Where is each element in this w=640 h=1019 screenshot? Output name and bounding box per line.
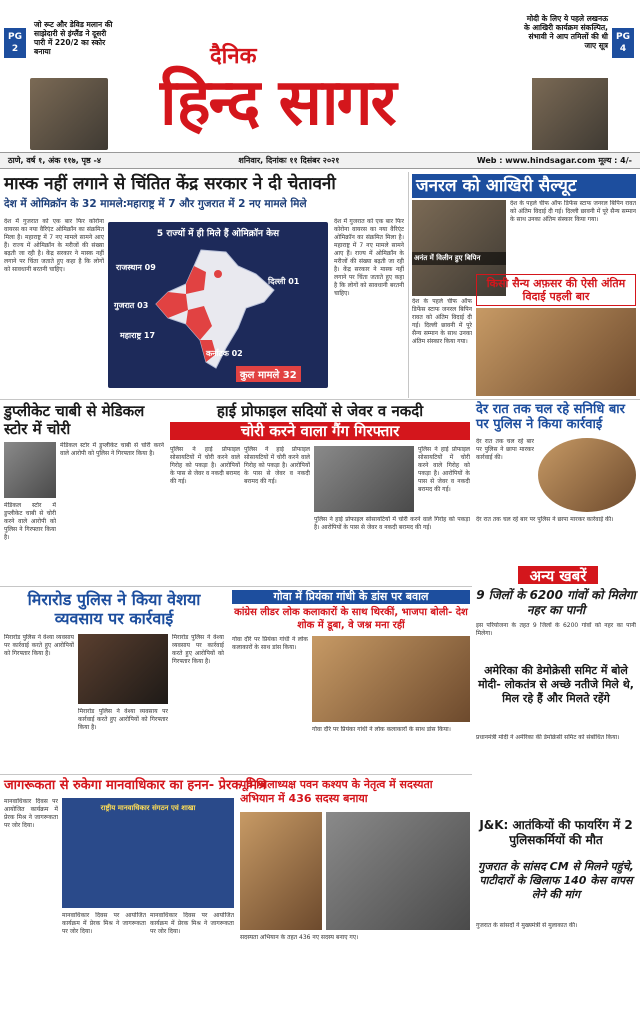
lead-headline[interactable]: मास्क नहीं लगाने से चिंतित केंद्र सरकार ने दी चेतावनी xyxy=(4,174,336,194)
more-news-2-title[interactable]: अमेरिका की डेमोक्रेसी समिट में बोले मोदी- लोकतंत्र से अच्छे नतीजे मिले थे, मिल रहे हैं और मिलते रहेंगे xyxy=(478,664,634,705)
duplicate-body-2: मेडिकल स्टोर में डुप्लीकेट चाबी से चोरी करने वाले आरोपी को पुलिस ने गिरफ्तार किया है। xyxy=(4,502,56,541)
teaser-left: जो रूट और डेविड मलान की साझेदारी से इंग्लैंड ने दूसरी पारी में 220/2 का स्कोर बनाया xyxy=(34,20,113,56)
masthead xyxy=(0,0,640,152)
jila-body: सदस्यता अभियान के तहत 436 नए सदस्य बनाए गए। xyxy=(240,934,359,941)
general-body: देश के पहले चीफ ऑफ डिफेंस स्टाफ जनरल बिपिन रावत को अंतिम विदाई दी गई। दिल्ली छावनी में पूरे सैन्य सम्मान के साथ उनका अंतिम संस्कार किया गया। xyxy=(510,200,636,223)
masthead-title: हिन्द सागर xyxy=(160,65,395,140)
highprofile-headline[interactable]: हाई प्रोफाइल सदियों से जेवर व नकदी xyxy=(216,402,424,420)
mira-photo xyxy=(78,634,168,704)
salute-caption: अनंत में विलीन हुए बिपिन xyxy=(412,252,506,265)
duplicate-photo xyxy=(4,442,56,498)
more-news-2-body: प्रधानमंत्री मोदी ने अमेरिका की डेमोक्रेसी समिट को संबोधित किया। xyxy=(476,734,620,741)
highprofile-subhead[interactable]: चोरी करने वाला गैंग गिरफ्तार xyxy=(170,422,470,440)
funeral-photo xyxy=(476,308,636,396)
more-news-label: अन्य खबरें xyxy=(518,566,598,584)
jagrukta-body-2: मानवाधिकार दिवस पर आयोजित कार्यक्रम में प्रेरक मिश्र ने जागरूकता पर जोर दिया। xyxy=(62,912,146,935)
dateline-left: ठाणे, वर्ष १, अंक ११७, पृष्ठ -४ xyxy=(8,156,102,165)
divider xyxy=(0,586,472,587)
jagrukta-photo xyxy=(62,798,234,908)
dateline xyxy=(0,152,640,169)
map-title: 5 राज्यों में ही मिले हैं ओमिक्रॉन केस xyxy=(156,229,280,239)
divider xyxy=(0,774,472,775)
map-label-gujarat: गुजरात 03 xyxy=(114,301,149,310)
map-label-delhi: दिल्ली 01 xyxy=(268,277,300,286)
duplicate-body: मेडिकल स्टोर में डुप्लीकेट चाबी से चोरी करने वाले आरोपी को पुलिस ने गिरफ्तार किया है। xyxy=(60,442,164,457)
page-badge-right[interactable]: PG 4 xyxy=(612,28,634,58)
more-news-3-title[interactable]: J&K: आतंकियों की फायरिंग में 2 पुलिसकर्मियों की मौत xyxy=(479,818,633,847)
mira-body-1: मिरारोड पुलिस ने वेश्या व्यवसाय पर कार्रवाई करते हुए आरोपियों को गिरफ्तार किया है। xyxy=(4,634,74,657)
highprofile-body-3: पुलिस ने हाई प्रोफाइल सोसायटियों में चोरी करने वाले गिरोह को पकड़ा है। आरोपियों के पास से जेवर व नकदी बरामद की गई। xyxy=(314,516,470,531)
lead-body-col3: देश में गुजरात को एक बार फिर कोरोना वायरस का नया वैरिएंट ओमिक्रॉन का संक्रमित मिला है। महाराष्ट्र में 7 नए मामले सामने आए हैं। राज्य में ओमिक्रॉन के मरीजों की संख्या बढ़ती जा रही है। केंद्र सरकार ने मास्क नहीं लगाने पर चिंता जताते हुए कहा है कि लोगों को सावधानी बरतनी चाहिए। xyxy=(334,218,404,297)
map-label-maharashtra: महाराष्ट्र 17 xyxy=(120,331,156,340)
jila-photo-1 xyxy=(240,812,322,930)
more-news-4-body: गुजरात के सांसदों ने मुख्यमंत्री से मुलाकात की। xyxy=(476,922,578,929)
divider xyxy=(0,399,640,400)
highprofile-body-2: पुलिस ने हाई प्रोफाइल सोसायटियों में चोरी करने वाले गिरोह को पकड़ा है। आरोपियों के पास से जेवर व नकदी बरामद की गई। xyxy=(244,446,310,485)
more-news-4-title[interactable]: गुजरात के सांसद CM से मिलने पहुंचे, पाटीदारों के खिलाफ 140 केस वापस लेने की मांग xyxy=(478,860,634,901)
masthead-dainik: दैनिक xyxy=(210,43,257,69)
jagrukta-body-3: मानवाधिकार दिवस पर आयोजित कार्यक्रम में प्रेरक मिश्र ने जागरूकता पर जोर दिया। xyxy=(150,912,234,935)
highprofile-body-4: पुलिस ने हाई प्रोफाइल सोसायटियों में चोरी करने वाले गिरोह को पकड़ा है। आरोपियों के पास से जेवर व नकदी बरामद की गई। xyxy=(418,446,470,493)
goa-body-2: गोवा दौरे पर प्रियंका गांधी ने लोक कलाकारों के साथ डांस किया। xyxy=(312,726,451,733)
sanidhi-headline[interactable]: देर रात तक चल रहे सनिधि बार पर पुलिस ने किया कार्रवाई xyxy=(476,402,625,432)
general-body-left: देश के पहले चीफ ऑफ डिफेंस स्टाफ जनरल बिपिन रावत को अंतिम विदाई दी गई। दिल्ली छावनी में पूरे सैन्य सम्मान के साथ उनका अंतिम संस्कार किया गया। xyxy=(412,298,472,345)
map-label-karnataka: कर्नाटक 02 xyxy=(206,349,243,358)
jagrukta-banner: राष्ट्रीय मानवाधिकार संगठन एवं शाखा xyxy=(100,804,196,812)
more-news-1-title[interactable]: 9 जिलों के 6200 गांवों को मिलेगा नहर का पानी xyxy=(476,588,636,617)
more-news-1-body: इस परियोजना के तहत 9 जिलों के 6200 गांवों को नहर का पानी मिलेगा। xyxy=(476,622,636,637)
lead-subhead[interactable]: देश में ओमिक्रॉन के 32 मामले:महाराष्ट्र में 7 और गुजरात में 2 नए मामले मिले xyxy=(4,198,307,210)
dateline-center: शनिवार, दिनांकः ११ दिसंबर २०२१ xyxy=(238,156,340,165)
sanidhi-body-2: देर रात तक चल रहे बार पर पुलिस ने छापा मारकर कार्रवाई की। xyxy=(476,516,614,523)
map-total: कुल मामले 32 xyxy=(236,366,301,382)
mira-headline[interactable]: मिरारोड पुलिस ने किया वेशया व्यवसाय पर कार्रवाई xyxy=(27,590,201,628)
mira-body-3: मिरारोड पुलिस ने वेश्या व्यवसाय पर कार्रवाई करते हुए आरोपियों को गिरफ्तार किया है। xyxy=(172,634,224,665)
police-photo xyxy=(314,446,414,512)
teaser-right: मोदी के लिए ये पहले लखनऊ के आखिरी कार्यक्रम संकल्पित, संभावी ने आप तमिलों की धी जाए सूत्र xyxy=(523,14,608,50)
general-subhead[interactable]: किसी सैन्य अफ़सर की ऐसी अंतिम विदाई पहली बार xyxy=(476,274,636,306)
mira-body-2: मिरारोड पुलिस ने वेश्या व्यवसाय पर कार्रवाई करते हुए आरोपियों को गिरफ्तार किया है। xyxy=(78,708,168,731)
divider xyxy=(408,172,409,398)
dateline-right: Web : www.hindsagar.com मूल्य : 4/- xyxy=(476,156,632,165)
lead-body-col1: देश में गुजरात को एक बार फिर कोरोना वायरस का नया वैरिएंट ओमिक्रॉन का संक्रमित मिला है। महाराष्ट्र में 7 नए मामले सामने आए हैं। राज्य में ओमिक्रॉन के मरीजों की संख्या बढ़ती जा रही है। केंद्र सरकार ने मास्क नहीं लगाने पर चिंता जताते हुए कहा है कि लोगों को सावधानी बरतनी चाहिए। xyxy=(4,218,104,273)
jagrukta-headline[interactable]: जागरूकता से रुकेगा मानवाधिकार का हनन- प्रेरक मिश्र xyxy=(4,778,267,793)
jagrukta-body-1: मानवाधिकार दिवस पर आयोजित कार्यक्रम में प्रेरक मिश्र ने जागरूकता पर जोर दिया। xyxy=(4,798,58,829)
map-label-rajasthan: राजस्थान 09 xyxy=(116,263,156,272)
goa-subhead[interactable]: कांग्रेस लीडर लोक कलाकारों के साथ थिरकीं, भाजपा बोली- देश शोक में डूबा, वे जश्न मना रहीं xyxy=(234,607,468,631)
jila-headline[interactable]: पूर्व जिलाध्यक्ष पवन कश्यप के नेतृत्व में सदस्यता अभियान में 436 सदस्य बनाया xyxy=(240,778,433,805)
priyanka-dance-photo xyxy=(312,636,470,722)
highprofile-body-1: पुलिस ने हाई प्रोफाइल सोसायटियों में चोरी करने वाले गिरोह को पकड़ा है। आरोपियों के पास से जेवर व नकदी बरामद की गई। xyxy=(170,446,240,485)
general-headline[interactable]: जनरल को आखिरी सैल्यूट xyxy=(412,174,636,198)
police-logo-photo xyxy=(538,438,636,512)
omicron-map-infographic xyxy=(108,222,328,388)
goa-body-1: गोवा दौरे पर प्रियंका गांधी ने लोक कलाकारों के साथ डांस किया। xyxy=(232,636,308,651)
sanidhi-body: देर रात तक चल रहे बार पर पुलिस ने छापा मारकर कार्रवाई की। xyxy=(476,438,534,461)
page-badge-left[interactable]: PG 2 xyxy=(4,28,26,58)
duplicate-headline[interactable]: डुप्लीकेट चाबी से मेडिकल स्टोर में चोरी xyxy=(4,402,145,438)
leader-photo xyxy=(532,78,608,150)
goa-headline[interactable]: गोवा में प्रियंका गांधी के डांस पर बवाल xyxy=(232,590,470,604)
cricketer-photo xyxy=(30,78,108,150)
jila-photo-2 xyxy=(326,812,470,930)
